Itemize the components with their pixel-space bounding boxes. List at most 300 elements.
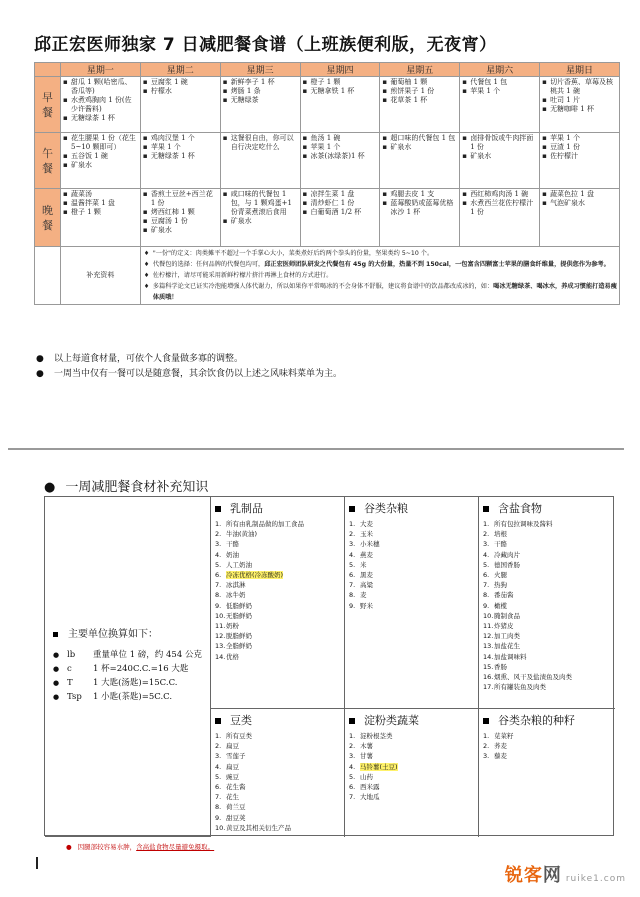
group-title-text: 豆类 — [230, 714, 252, 727]
item-text: 甘薯 — [360, 752, 373, 761]
item-text: 热狗 — [494, 581, 507, 590]
item-number: 2. — [483, 530, 490, 539]
meal-name — [35, 77, 61, 133]
meal-item: ▪ 白葡萄酒 1/2 杯 — [303, 208, 378, 217]
item-number: 3. — [215, 540, 222, 549]
item-number: 7. — [349, 581, 356, 590]
unit-item — [53, 648, 213, 662]
item-number: 2. — [215, 530, 222, 539]
meal-item: ▪ 香煎土豆丝+西兰花 1 份 — [143, 190, 218, 208]
meal-item: ▪ 蔬菜色拉 1 盘 — [542, 190, 617, 199]
item-number: 6. — [215, 783, 222, 792]
group-salty — [479, 497, 615, 709]
item-number: 14. — [483, 652, 494, 661]
unit-key: T — [67, 678, 73, 688]
item-text: 大地瓜 — [360, 793, 380, 802]
unit-value: 1 大匙(汤匙)=15C.C. — [93, 678, 178, 688]
meal-item-list — [143, 190, 218, 235]
item-text: 淀粉根茎类 — [360, 732, 393, 740]
group-item — [215, 590, 340, 600]
unit-key: c — [67, 664, 72, 674]
meal-item: ▪ 矿泉水 — [143, 226, 218, 235]
item-text: 黄豆及其相关衍生产品 — [226, 823, 291, 832]
unit-value: 重量单位 1 磅，约 454 公克 — [93, 650, 202, 660]
group-item — [349, 580, 474, 590]
item-number: 5. — [349, 560, 356, 569]
group-item — [483, 580, 611, 590]
item-text: 牛油(黄油) — [226, 530, 258, 539]
bullet-icon: ● — [44, 480, 56, 495]
group-title-text: 淀粉类蔬菜 — [364, 714, 419, 727]
meal-name — [35, 133, 61, 189]
item-number: 4. — [483, 550, 490, 559]
item-number: 6. — [349, 783, 356, 792]
meal-item: ▪ 无糖绿茶 1 杯 — [143, 152, 218, 161]
meal-item-list — [223, 190, 298, 226]
corner-cell — [35, 63, 61, 77]
supplement-item — [143, 281, 617, 303]
meal-cell — [140, 133, 220, 189]
supplement-text: 多篇科学论文已证实冷泡能增强人体代谢力，所以如果你平常喝冰的不会身体不舒服，建议将食谱中的饮品都改成冰的，如： — [152, 283, 494, 290]
item-number: 7. — [483, 581, 490, 590]
item-text: 冷藏肉片 — [494, 550, 520, 559]
meal-item: ▪ 水煮鸡胸肉 1 份(佐少许酱料) — [63, 96, 138, 114]
watermark-brand: 锐客 — [504, 865, 543, 886]
group-item — [215, 611, 340, 621]
item-text: 马铃薯(土豆) — [360, 762, 398, 771]
meal-item: ▪ 煎饼果子 1 份 — [382, 87, 457, 96]
meal-row — [35, 133, 620, 189]
meal-cell — [380, 133, 460, 189]
day-header: 星期四 — [300, 63, 380, 77]
item-number: 1. — [483, 520, 490, 528]
meal-item: ▪ 气泡矿泉水 — [542, 199, 617, 208]
ingredients-page — [24, 470, 620, 880]
meal-item-list — [223, 134, 298, 152]
note-underlined: 含高盐食物尽量避免摄取。 — [136, 843, 215, 851]
group-item — [483, 539, 611, 549]
item-number: 3. — [483, 540, 490, 549]
day-header-row — [35, 63, 620, 77]
group-item — [483, 751, 611, 761]
item-number: 3. — [483, 752, 490, 761]
item-text: 高粱 — [360, 581, 373, 590]
group-item — [215, 621, 340, 631]
item-number: 2. — [483, 742, 490, 751]
meal-item: ▪ 咸口味的代餐包 1 包，与 1 颗鸡蛋+1 份青菜煮滚后食用 — [223, 190, 298, 217]
meal-name-char: 餐 — [42, 218, 53, 232]
unit-list — [53, 648, 213, 704]
meal-cell — [380, 77, 460, 133]
footnote: ● 一周当中仅有一餐可以是随意餐，其余饮食仍以上述之风味料菜单为主。 — [36, 367, 342, 382]
supplement-item — [143, 248, 617, 259]
item-number: 13. — [215, 642, 226, 651]
item-number: 8. — [215, 803, 222, 812]
salt-note — [66, 842, 214, 851]
item-text: 加工肉类 — [494, 632, 520, 641]
group-item — [349, 782, 474, 792]
supplement-bold: 邱正宏医师团队研发之代餐包有 45g 的大份量，热量不到 150cal，一包富含四颗富士苹果的膳食纤维量，提供您作为参考。 — [264, 261, 610, 268]
unit-key: Tsp — [67, 692, 82, 702]
group-item — [215, 772, 340, 782]
square-bullet-icon — [349, 718, 355, 724]
group-item — [483, 731, 611, 741]
meal-item-list — [223, 78, 298, 105]
meal-item: ▪ 矿泉水 — [462, 152, 537, 161]
meal-cell — [220, 189, 300, 247]
item-number: 2. — [215, 742, 222, 751]
meal-item-list — [303, 134, 378, 161]
meal-item: ▪ 佐柠檬汁 — [542, 152, 617, 161]
item-number: 1. — [215, 732, 222, 740]
group-item — [215, 802, 340, 812]
item-text: 优格 — [226, 652, 239, 661]
item-number: 6. — [483, 571, 490, 580]
group-item-list — [349, 731, 474, 802]
item-text: 冷冻优格(冷冻酸奶) — [226, 571, 284, 580]
group-item — [349, 529, 474, 539]
day-header: 星期五 — [380, 63, 460, 77]
item-number: 10. — [215, 823, 226, 832]
meal-name-char: 晚 — [42, 203, 53, 217]
supplement-text: "一份"的定义：肉类摊平不超过一个手掌心大小，菜类煮好后约两个拳头的份量，坚果类约 5~10 个。 — [152, 250, 434, 257]
watermark-brand2: 网 — [542, 865, 562, 886]
meal-item: ▪ 清炒虾仁 1 份 — [303, 199, 378, 208]
item-text: 炸猪皮 — [494, 622, 514, 631]
item-text: 大麦 — [360, 520, 373, 528]
item-text: 低脂鲜奶 — [226, 601, 252, 610]
meal-item: ▪ 超口味的代餐包 1 包 — [382, 134, 457, 143]
meal-cell — [460, 133, 540, 189]
group-item — [215, 570, 340, 580]
item-number: 12. — [483, 632, 494, 641]
item-text: 山药 — [360, 772, 373, 781]
item-text: 橄榄 — [494, 601, 507, 610]
item-text: 燕麦 — [360, 550, 373, 559]
group-item — [483, 611, 611, 621]
item-text: 花生酱 — [226, 783, 246, 792]
unit-value: 1 小匙(茶匙)=5C.C. — [93, 692, 173, 702]
meal-name-char: 早 — [42, 90, 53, 104]
group-item — [483, 652, 611, 662]
item-number: 10. — [483, 611, 494, 620]
meal-cell — [460, 77, 540, 133]
item-text: 全脂鲜奶 — [226, 642, 252, 651]
meal-item: ▪ 这餐很自由，你可以自行决定吃什么 — [223, 134, 298, 152]
item-text: 荷兰豆 — [226, 803, 246, 812]
meal-item-list — [63, 190, 138, 217]
meal-row — [35, 189, 620, 247]
item-text: 米 — [360, 560, 367, 569]
item-text: 番茄酱 — [494, 591, 514, 600]
item-number: 3. — [349, 540, 356, 549]
group-item — [349, 772, 474, 782]
group-item-list — [349, 519, 474, 611]
meal-cell — [460, 189, 540, 247]
group-item — [215, 580, 340, 590]
meal-name-char: 午 — [42, 146, 53, 160]
group-item — [483, 550, 611, 560]
item-number: 10. — [215, 611, 226, 620]
day-header: 星期六 — [460, 63, 540, 77]
group-item — [483, 590, 611, 600]
meal-cell — [61, 133, 141, 189]
meal-item: ▪ 无糖绿茶 1 杯 — [63, 114, 138, 123]
item-number: 3. — [215, 752, 222, 761]
supplement-item — [143, 270, 617, 281]
meal-item: ▪ 无糖绿茶 — [223, 96, 298, 105]
item-text: 冰牛奶 — [226, 591, 246, 600]
meal-item-list — [143, 134, 218, 161]
group-seeds — [479, 709, 615, 837]
meal-item: ▪ 烤肠 1 条 — [223, 87, 298, 96]
meal-cell — [140, 77, 220, 133]
item-number: 8. — [215, 591, 222, 600]
meal-item: ▪ 甜瓜 1 颗(哈密瓜、香瓜等) — [63, 78, 138, 96]
group-item-list — [215, 519, 340, 662]
group-item — [483, 741, 611, 751]
meal-item: ▪ 苹果 1 个 — [303, 143, 378, 152]
square-bullet-icon — [215, 718, 221, 724]
item-text: 雪莲子 — [226, 752, 246, 761]
group-item — [215, 762, 340, 772]
item-number: 1. — [349, 520, 356, 528]
group-item — [215, 731, 340, 741]
item-number: 11. — [483, 622, 494, 631]
item-number: 9. — [483, 601, 490, 610]
meal-cell — [540, 189, 620, 247]
group-item — [349, 539, 474, 549]
meal-cell — [380, 189, 460, 247]
group-title — [349, 712, 474, 728]
group-item — [349, 731, 474, 741]
item-number: 15. — [483, 662, 494, 671]
meal-item: ▪ 吐司 1 片 — [542, 96, 617, 105]
group-item — [483, 519, 611, 529]
item-text: 人工奶油 — [226, 560, 252, 569]
meal-item: ▪ 橙子 1 颗 — [63, 208, 138, 217]
meal-item: ▪ 切片香蕉、草莓及核桃共 1 碗 — [542, 78, 617, 96]
item-text: 野米 — [360, 601, 373, 610]
meal-item: ▪ 鱼汤 1 碗 — [303, 134, 378, 143]
meal-item: ▪ 矿泉水 — [223, 217, 298, 226]
square-bullet-icon — [349, 506, 355, 512]
meal-cell — [300, 133, 380, 189]
watermark-logo — [505, 861, 626, 887]
item-number: 4. — [215, 550, 222, 559]
meal-item: ▪ 豆腐浆 1 碗 — [143, 78, 218, 87]
unit-item — [53, 676, 213, 690]
meal-item: ▪ 苹果 1 个 — [143, 143, 218, 152]
units-title-text: 主要单位换算如下： — [68, 629, 158, 640]
meal-cell — [220, 133, 300, 189]
group-item — [349, 741, 474, 751]
item-text: 花生 — [226, 793, 239, 802]
item-number: 5. — [215, 560, 222, 569]
meal-item: ▪ 五谷饭 1 碗 — [63, 152, 138, 161]
meal-item: ▪ 矿泉水 — [63, 161, 138, 170]
item-number: 5. — [483, 560, 490, 569]
group-title — [215, 712, 340, 728]
meal-item: ▪ 苹果 1 个 — [542, 134, 617, 143]
group-item — [215, 792, 340, 802]
meal-item: ▪ 橙子 1 颗 — [303, 78, 378, 87]
item-text: 木薯 — [360, 742, 373, 751]
units-column — [45, 497, 211, 837]
item-text: 小米穗 — [360, 540, 380, 549]
meal-item-list — [542, 190, 617, 208]
meal-item: ▪ 卤排骨饭或牛肉拌面 1 份 — [462, 134, 537, 152]
group-item — [215, 652, 340, 662]
group-title — [215, 500, 340, 516]
item-text: 甜豆荚 — [226, 813, 246, 822]
group-title — [483, 500, 611, 516]
footnote-list — [36, 352, 342, 382]
item-text: 无脂鲜奶 — [226, 611, 252, 620]
item-number: 8. — [349, 591, 356, 600]
meal-item-list — [462, 190, 537, 217]
meal-item: ▪ 水煮西兰花佐柠檬汁 1 份 — [462, 199, 537, 217]
item-text: 脱脂鲜奶 — [226, 632, 252, 641]
meal-cell — [300, 189, 380, 247]
item-number: 4. — [215, 762, 222, 771]
group-starchy-veg — [345, 709, 479, 837]
meal-cell — [540, 77, 620, 133]
item-text: 加盐调味料 — [494, 652, 527, 661]
group-item — [349, 590, 474, 600]
meal-item: ▪ 花草茶 1 杯 — [382, 96, 457, 105]
square-bullet-icon — [215, 506, 221, 512]
item-text: 干酪 — [226, 540, 239, 549]
item-text: 扁豆 — [226, 742, 239, 751]
page-title: 邱正宏医师独家 7 日减肥餐食谱（上班族便利版，无夜宵） — [34, 35, 497, 55]
meal-item: ▪ 豆腐汤 1 份 — [143, 217, 218, 226]
item-text: 德国香肠 — [494, 560, 520, 569]
menu-table — [34, 62, 620, 305]
square-bullet-icon — [483, 718, 489, 724]
meal-item: ▪ 温酱拌菜 1 盘 — [63, 199, 138, 208]
group-item-list — [483, 519, 611, 692]
meal-item: ▪ 西红柿鸡肉汤 1 碗 — [462, 190, 537, 199]
meal-item-list — [382, 78, 457, 105]
item-number: 1. — [349, 732, 356, 740]
item-text: 香肠 — [494, 662, 507, 671]
group-title — [483, 712, 611, 728]
meal-row — [35, 77, 620, 133]
meal-item: ▪ 烤西红柿 1 颗 — [143, 208, 218, 217]
item-number: 5. — [349, 772, 356, 781]
unit-value: 1 杯=240C.C.=16 大匙 — [93, 664, 189, 674]
group-beans — [211, 709, 345, 837]
unit-item — [53, 662, 213, 676]
meal-item: ▪ 无糖拿铁 1 杯 — [303, 87, 378, 96]
group-item — [349, 601, 474, 611]
meal-item-list — [143, 78, 218, 96]
item-text: 火腿 — [494, 571, 507, 580]
item-number: 13. — [483, 642, 494, 651]
item-text: 所有豆类 — [226, 732, 252, 740]
meal-name-char: 餐 — [42, 105, 53, 119]
day-header: 星期日 — [540, 63, 620, 77]
item-text: 干酪 — [494, 540, 507, 549]
unit-item — [53, 690, 213, 704]
group-item — [483, 529, 611, 539]
meal-cell — [220, 77, 300, 133]
item-number: 8. — [483, 591, 490, 600]
item-text: 冰淇淋 — [226, 581, 246, 590]
meal-name — [35, 189, 61, 247]
item-number: 6. — [349, 571, 356, 580]
meal-item-list — [303, 78, 378, 96]
group-item — [483, 631, 611, 641]
meal-cell — [300, 77, 380, 133]
meal-item-list — [382, 134, 457, 152]
meal-item: ▪ 葡萄柚 1 颗 — [382, 78, 457, 87]
group-item — [483, 601, 611, 611]
meal-item: ▪ 蓝莓酸奶或蓝莓优格冰沙 1 杯 — [382, 199, 457, 217]
group-title-text: 谷类杂粮 — [364, 502, 408, 515]
item-number: 4. — [349, 550, 356, 559]
group-item — [349, 751, 474, 761]
group-item — [215, 741, 340, 751]
group-item — [215, 782, 340, 792]
meal-cell — [540, 133, 620, 189]
group-title-text: 含盐食物 — [498, 502, 542, 515]
group-item — [215, 823, 340, 833]
supplement-cell — [140, 247, 619, 305]
section-title-text: 一周减肥餐食材补充知识 — [65, 480, 209, 495]
group-title-text: 乳制品 — [230, 502, 263, 515]
supplement-text: 代餐包的选择：任何品牌的代餐包均可， — [152, 261, 265, 268]
group-item — [215, 751, 340, 761]
item-number: 2. — [349, 742, 356, 751]
item-number: 6. — [215, 571, 222, 580]
ingredients-frame — [44, 496, 614, 836]
item-number: 4. — [349, 762, 356, 771]
group-item — [349, 560, 474, 570]
text-cursor — [36, 857, 38, 869]
group-item — [483, 641, 611, 651]
group-item — [215, 519, 340, 529]
group-item — [483, 621, 611, 631]
supplement-label: 补充资料 — [61, 247, 141, 305]
group-item — [215, 631, 340, 641]
meal-cell — [140, 189, 220, 247]
square-bullet-icon — [53, 632, 58, 637]
supplement-list — [143, 248, 617, 303]
item-text: 藜麦 — [494, 752, 507, 761]
group-item — [215, 601, 340, 611]
group-item — [349, 762, 474, 772]
meal-item: ▪ 苹果 1 个 — [462, 87, 537, 96]
section-title — [44, 476, 208, 495]
item-text: 扁豆 — [226, 762, 239, 771]
meal-cell — [61, 189, 141, 247]
group-item — [349, 792, 474, 802]
menu-page — [24, 30, 620, 430]
item-number: 3. — [349, 752, 356, 761]
meal-item: ▪ 凉拌生菜 1 盘 — [303, 190, 378, 199]
item-number: 5. — [215, 772, 222, 781]
square-bullet-icon — [483, 506, 489, 512]
meal-item: ▪ 蔬菜汤 — [63, 190, 138, 199]
day-header: 星期一 — [61, 63, 141, 77]
group-item — [215, 529, 340, 539]
meal-item: ▪ 矿泉水 — [382, 143, 457, 152]
item-number: 9. — [215, 813, 222, 822]
item-number: 7. — [349, 793, 356, 802]
item-text: 腌制食品 — [494, 611, 520, 620]
